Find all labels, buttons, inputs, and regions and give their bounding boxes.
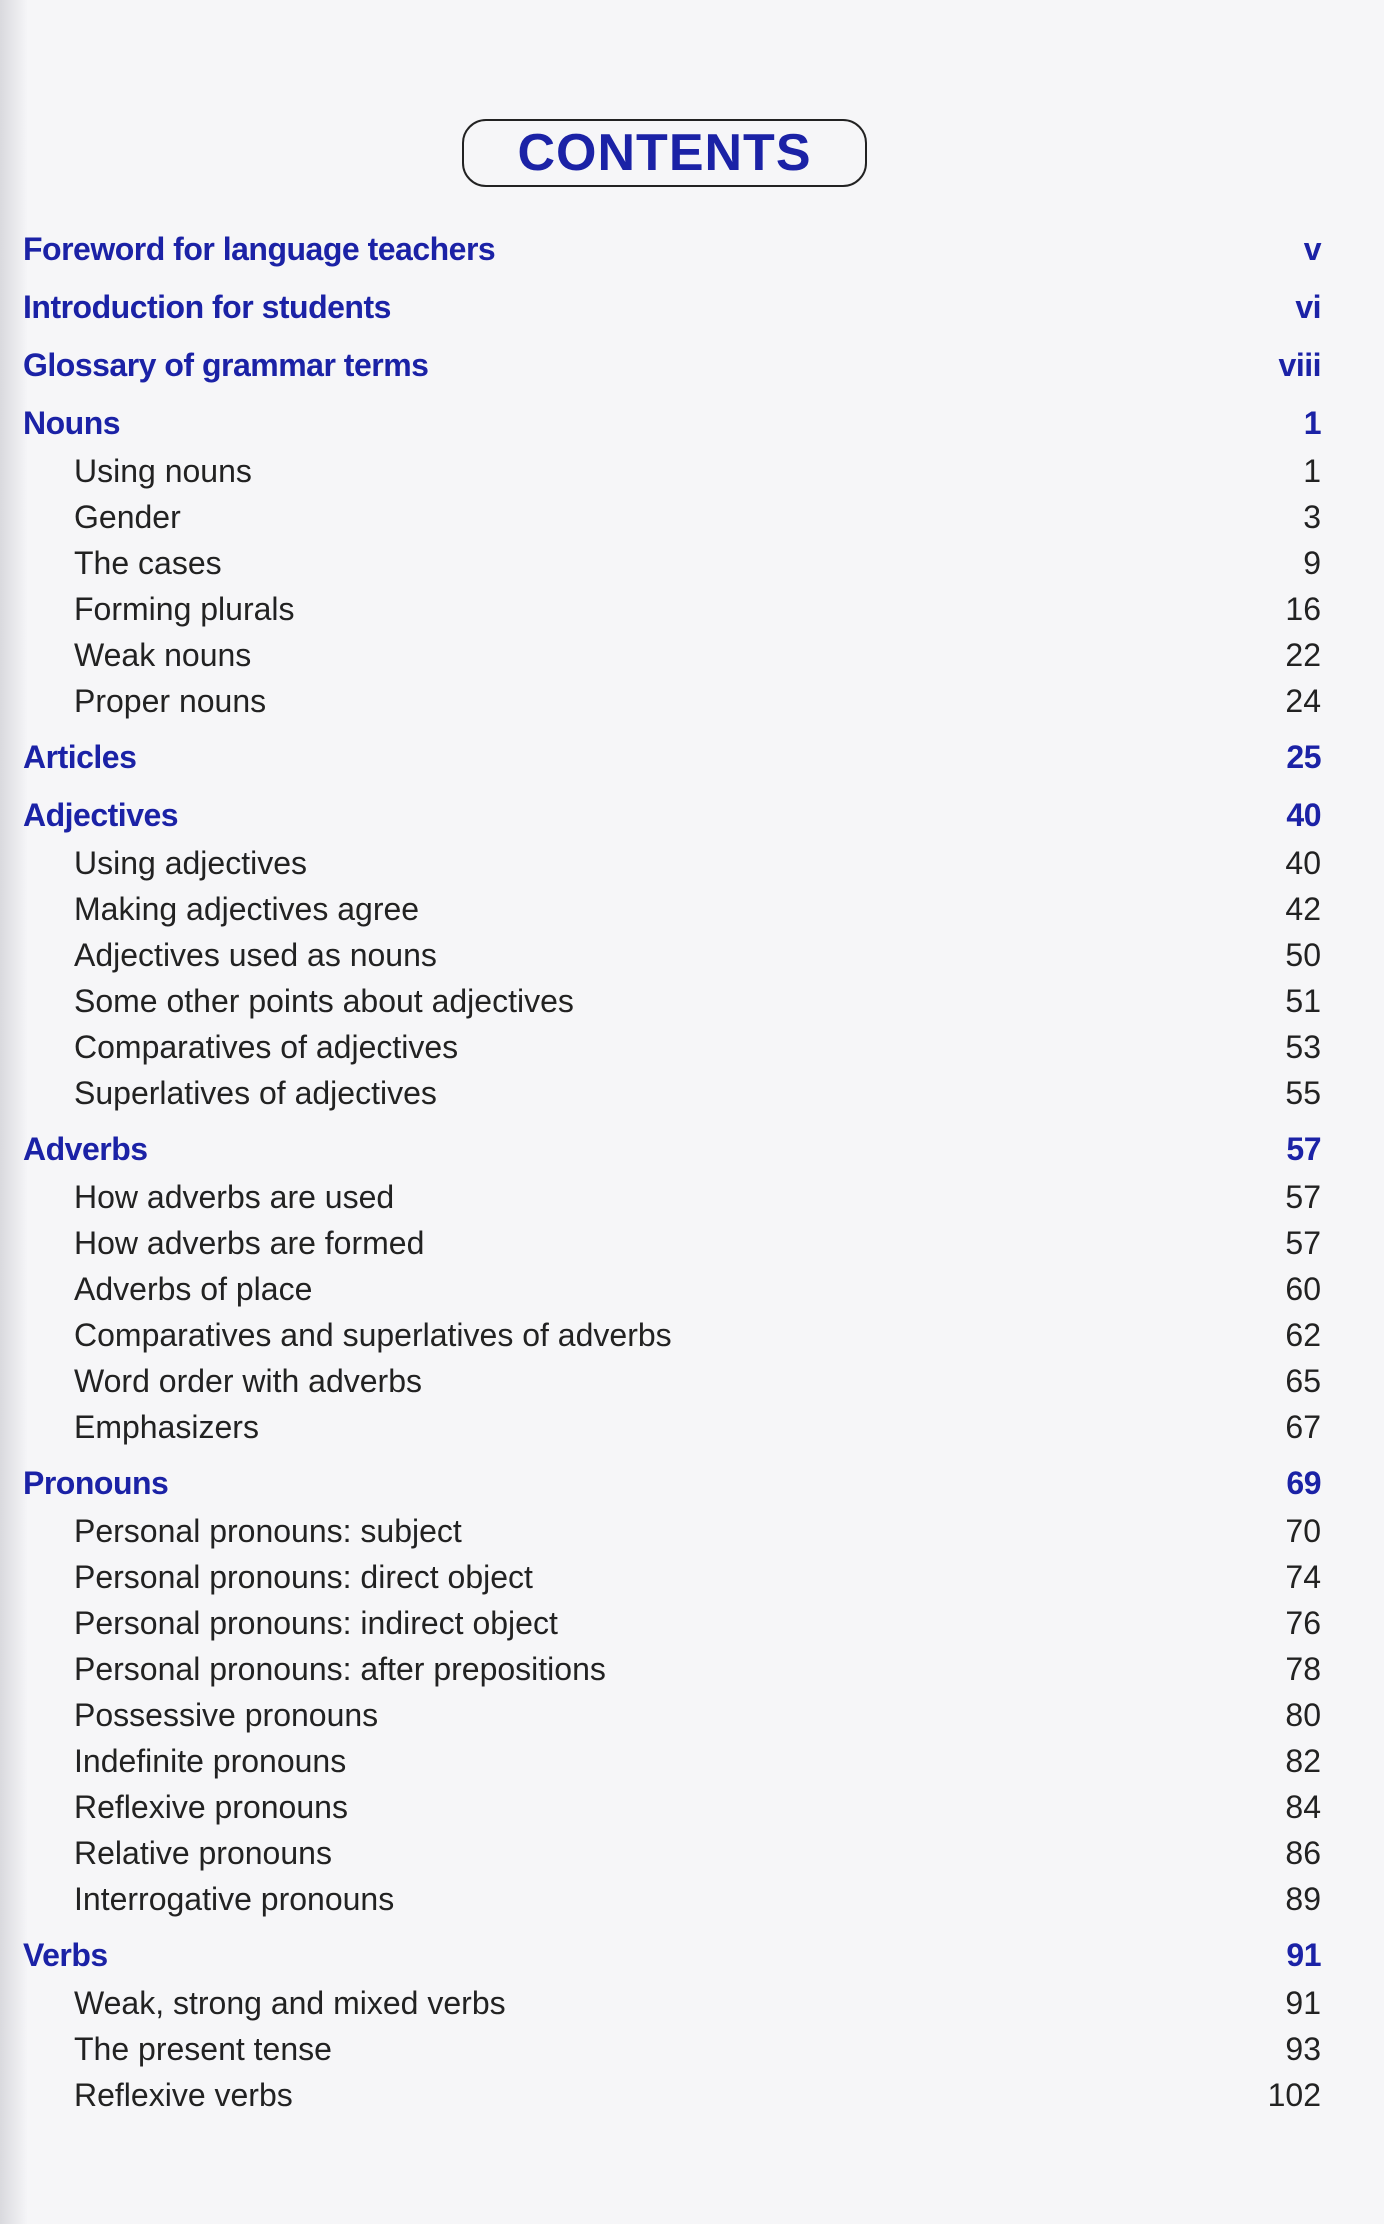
entry-page-number: 67 (1285, 1408, 1321, 1445)
entry-label: Adverbs (23, 1130, 148, 1167)
toc-item[interactable] (23, 1266, 1321, 1312)
entry-page-number: 62 (1285, 1316, 1321, 1353)
toc-item[interactable] (23, 1980, 1321, 2026)
entry-label: Emphasizers (74, 1408, 259, 1445)
entry-label: Gender (74, 498, 181, 535)
entry-label: The cases (74, 544, 222, 581)
entry-label: Introduction for students (23, 288, 391, 325)
toc-section[interactable] (23, 398, 1321, 448)
toc-item[interactable] (23, 978, 1321, 1024)
entry-label: Personal pronouns: subject (74, 1512, 462, 1549)
toc-item[interactable] (23, 1784, 1321, 1830)
entry-page-number: 84 (1285, 1788, 1321, 1825)
toc-item[interactable] (23, 1220, 1321, 1266)
toc-item[interactable] (23, 1508, 1321, 1554)
toc-item[interactable] (23, 1174, 1321, 1220)
toc-item[interactable] (23, 840, 1321, 886)
entry-label: Personal pronouns: direct object (74, 1558, 533, 1595)
toc-item[interactable] (23, 1024, 1321, 1070)
entry-label: Possessive pronouns (74, 1696, 379, 1733)
toc-item[interactable] (23, 1312, 1321, 1358)
entry-label: Word order with adverbs (74, 1362, 422, 1399)
entry-page-number: 74 (1285, 1558, 1321, 1595)
entry-page-number: 53 (1285, 1028, 1321, 1065)
toc-item[interactable] (23, 1554, 1321, 1600)
toc-item[interactable] (23, 1692, 1321, 1738)
entry-page-number: 51 (1285, 982, 1321, 1019)
entry-page-number: 65 (1285, 1362, 1321, 1399)
entry-label: Foreword for language teachers (23, 230, 496, 267)
entry-page-number: 89 (1285, 1880, 1321, 1917)
entry-label: Verbs (23, 1936, 108, 1973)
toc-item[interactable] (23, 1070, 1321, 1116)
toc-item[interactable] (23, 932, 1321, 978)
entry-label: Personal pronouns: indirect object (74, 1604, 558, 1641)
entry-page-number: 80 (1285, 1696, 1321, 1733)
entry-page-number: 57 (1285, 1224, 1321, 1261)
toc-item[interactable] (23, 1646, 1321, 1692)
entry-label: Using adjectives (74, 844, 307, 881)
entry-label: Comparatives of adjectives (74, 1028, 459, 1065)
entry-label: Personal pronouns: after prepositions (74, 1650, 606, 1687)
toc-item[interactable] (23, 448, 1321, 494)
entry-label: How adverbs are used (74, 1178, 395, 1215)
entry-page-number: 76 (1285, 1604, 1321, 1641)
entry-page-number: 42 (1285, 890, 1321, 927)
entry-label: Reflexive verbs (74, 2076, 293, 2113)
toc-item[interactable] (23, 2026, 1321, 2072)
toc-item[interactable] (23, 494, 1321, 540)
entry-page-number: 1 (1303, 452, 1321, 489)
toc-item[interactable] (23, 2072, 1321, 2118)
entry-page-number: 16 (1285, 590, 1321, 627)
entry-label: Adjectives used as nouns (74, 936, 437, 973)
entry-label: Glossary of grammar terms (23, 346, 429, 383)
entry-label: Making adjectives agree (74, 890, 420, 927)
toc-section[interactable] (23, 282, 1321, 332)
entry-label: Superlatives of adjectives (74, 1074, 437, 1111)
entry-page-number: 60 (1285, 1270, 1321, 1307)
entry-page-number: 55 (1285, 1074, 1321, 1111)
entry-label: Pronouns (23, 1464, 169, 1501)
entry-label: Proper nouns (74, 682, 267, 719)
toc-item[interactable] (23, 540, 1321, 586)
toc-item[interactable] (23, 1738, 1321, 1784)
toc-section[interactable] (23, 732, 1321, 782)
entry-page-number: 3 (1303, 498, 1321, 535)
toc-item[interactable] (23, 1404, 1321, 1450)
entry-label: Adjectives (23, 796, 179, 833)
toc-section[interactable] (23, 340, 1321, 390)
entry-label: Reflexive pronouns (74, 1788, 348, 1825)
toc-item[interactable] (23, 1600, 1321, 1646)
entry-page-number: 57 (1285, 1178, 1321, 1215)
toc-item[interactable] (23, 886, 1321, 932)
entry-page-number: 91 (1285, 1984, 1321, 2021)
toc-item[interactable] (23, 1876, 1321, 1922)
toc-item[interactable] (23, 678, 1321, 724)
entry-page-number: vi (1295, 288, 1321, 325)
entry-label: Indefinite pronouns (74, 1742, 347, 1779)
entry-page-number: 102 (1267, 2076, 1321, 2113)
entry-page-number: 50 (1285, 936, 1321, 973)
entry-page-number: 82 (1285, 1742, 1321, 1779)
entry-page-number: 86 (1285, 1834, 1321, 1871)
entry-label: Articles (23, 738, 137, 775)
entry-page-number: 69 (1286, 1464, 1321, 1501)
toc-section[interactable] (23, 224, 1321, 274)
entry-page-number: 40 (1285, 844, 1321, 881)
entry-page-number: 70 (1285, 1512, 1321, 1549)
entry-label: How adverbs are formed (74, 1224, 425, 1261)
toc-item[interactable] (23, 586, 1321, 632)
contents-title-box (462, 119, 867, 187)
entry-label: Weak, strong and mixed verbs (74, 1984, 506, 2021)
toc-item[interactable] (23, 1358, 1321, 1404)
toc-item[interactable] (23, 632, 1321, 678)
entry-page-number: 93 (1285, 2030, 1321, 2067)
entry-label: Using nouns (74, 452, 252, 489)
toc-item[interactable] (23, 1830, 1321, 1876)
toc-section[interactable] (23, 1458, 1321, 1508)
toc-section[interactable] (23, 1124, 1321, 1174)
entry-page-number: 24 (1285, 682, 1321, 719)
entry-label: Interrogative pronouns (74, 1880, 395, 1917)
entry-page-number: 25 (1286, 738, 1321, 775)
entry-page-number: viii (1278, 346, 1321, 383)
entry-page-number: 91 (1286, 1936, 1321, 1973)
toc-section[interactable] (23, 1930, 1321, 1980)
entry-page-number: v (1303, 230, 1321, 267)
entry-page-number: 9 (1303, 544, 1321, 581)
entry-page-number: 57 (1286, 1130, 1321, 1167)
entry-label: Weak nouns (74, 636, 252, 673)
table-of-contents (23, 216, 1321, 2118)
entry-page-number: 22 (1285, 636, 1321, 673)
entry-label: Forming plurals (74, 590, 295, 627)
entry-label: Adverbs of place (74, 1270, 313, 1307)
entry-page-number: 1 (1303, 404, 1321, 441)
page-title: CONTENTS (517, 124, 812, 182)
entry-label: Relative pronouns (74, 1834, 332, 1871)
entry-page-number: 40 (1286, 796, 1321, 833)
entry-label: The present tense (74, 2030, 332, 2067)
entry-label: Nouns (23, 404, 121, 441)
entry-label: Some other points about adjectives (74, 982, 574, 1019)
entry-page-number: 78 (1285, 1650, 1321, 1687)
entry-label: Comparatives and superlatives of adverbs (74, 1316, 672, 1353)
toc-section[interactable] (23, 790, 1321, 840)
